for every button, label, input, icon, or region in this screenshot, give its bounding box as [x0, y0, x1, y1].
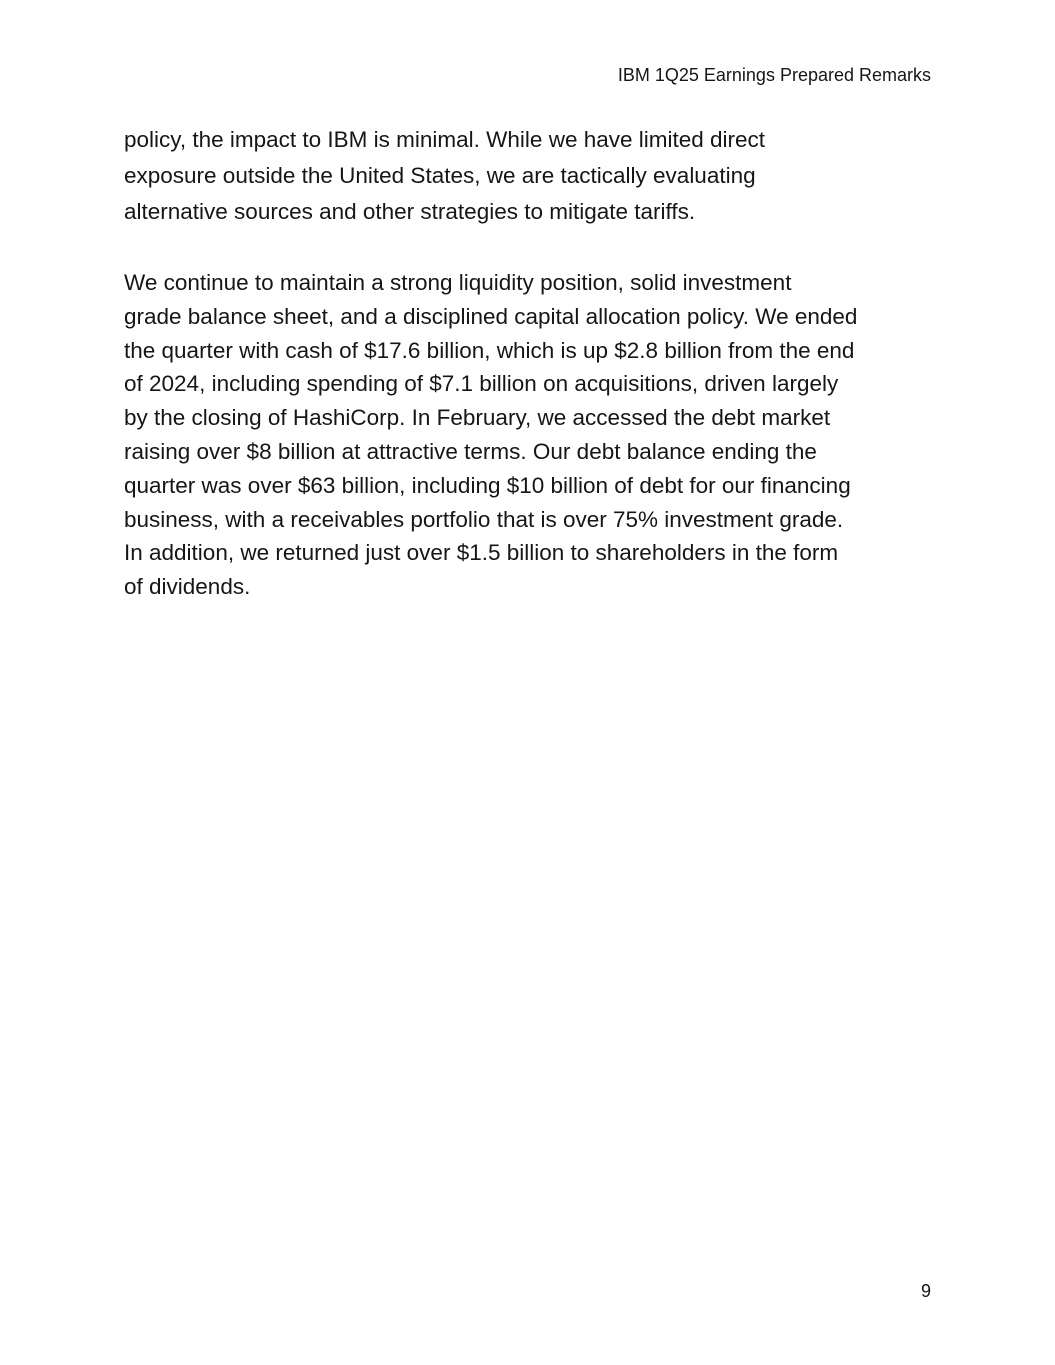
text-line: quarter was over $63 billion, including $10 billion of debt for our financing	[124, 472, 851, 498]
text-line: by the closing of HashiCorp. In February, we accessed the debt market	[124, 405, 831, 431]
text-line: exposure outside the United States, we are tactically evaluating	[124, 163, 756, 188]
text-line: of dividends.	[124, 574, 251, 600]
running-header: IBM 1Q25 Earnings Prepared Remarks	[617, 65, 931, 85]
text-line: grade balance sheet, and a disciplined capital allocation policy. We ended	[124, 303, 858, 329]
text-line: We continue to maintain a strong liquidity position, solid investment	[124, 270, 792, 295]
paragraph-liquidity	[124, 266, 934, 604]
body-text	[124, 122, 934, 604]
text-line: business, with a receivables portfolio that is over 75% investment grade.	[124, 506, 844, 532]
text-line: of 2024, including spending of $7.1 billion on acquisitions, driven largely	[124, 371, 839, 397]
text-line: raising over $8 billion at attractive terms. Our debt balance ending the	[124, 438, 817, 464]
text-line: In addition, we returned just over $1.5 billion to shareholders in the form	[124, 540, 839, 566]
paragraph-tariffs	[124, 122, 934, 230]
text-line: the quarter with cash of $17.6 billion, which is up $2.8 billion from the end	[124, 337, 855, 363]
text-line: policy, the impact to IBM is minimal. While we have limited direct	[124, 127, 766, 152]
page-number: 9	[920, 1281, 931, 1301]
text-line: alternative sources and other strategies to mitigate tariffs.	[124, 199, 696, 224]
